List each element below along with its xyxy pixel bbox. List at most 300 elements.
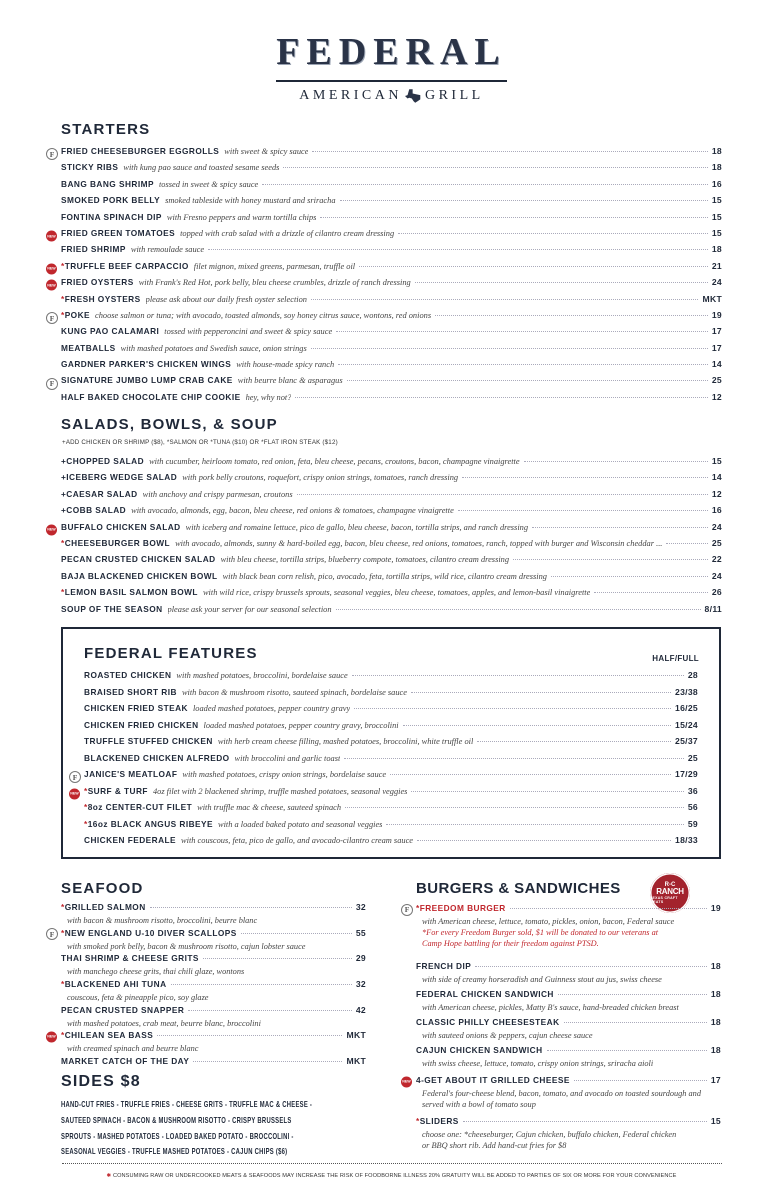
dot-leader [475,966,707,967]
burgers-heading: BURGERS & SANDWICHES [416,880,621,897]
menu-item-row [84,720,698,737]
dot-leader [193,1061,342,1062]
federal-favorite-icon: F [69,771,81,783]
menu-item-row [402,1075,721,1088]
item-name: THAI SHRIMP & CHEESE GRITS [61,953,199,964]
menu-item [47,1030,366,1054]
dot-leader [403,725,671,726]
dot-leader [558,994,707,995]
menu-item-row [416,989,721,1002]
dot-leader [352,675,684,676]
menu-item-row [404,903,721,916]
item-price: 42 [355,1004,366,1015]
item-name: MARKET CATCH OF THE DAY [61,1056,190,1067]
menu-item-row [416,1017,721,1030]
item-price: 18 [711,244,722,255]
new-item-icon: NEW [46,280,57,291]
item-description: with pork belly croutons, roquefort, crispy onion strings, tomatoes, ranch dressing [182,473,459,483]
item-name: BAJA BLACKENED CHICKEN BOWL [61,570,218,581]
item-description: with swiss cheese, lettuce, tomato, crispy onion strings, sriracha aioli [422,1059,654,1068]
dot-leader [188,1010,352,1011]
item-price: 56 [687,802,698,812]
item-description: with kung pao sauce and toasted sesame seeds [123,163,280,173]
item-description: with beurre blanc & asparagus [237,376,343,386]
item-price: 12 [711,488,722,499]
menu-item-row [61,1056,366,1069]
menu-item [61,902,366,926]
item-price: 21 [711,260,722,271]
features-heading: FEDERAL FEATURES [84,645,258,662]
item-description: with cucumber, heirloom tomato, red onion, feta, bleu cheese, pecans, croutons, bacon, champagne vinaigrette [149,457,520,466]
item-name: ROASTED CHICKEN [84,670,172,680]
menu-item-row [84,703,698,720]
dot-leader [340,200,708,201]
item-price: 17 [711,326,722,337]
item-description: with mashed potatoes and Swedish sauce, onion strings [120,343,307,353]
item-name: * FREEDOM BURGER [416,903,506,913]
item-description: with anchovy and crispy parmesan, croutons [142,489,293,499]
menu-item [404,903,721,949]
dot-leader [524,461,708,462]
item-price: 12 [711,391,722,402]
dot-leader [336,609,701,610]
item-description: with creamed spinach and beurre blanc [67,1044,199,1054]
menu-item-row [61,538,722,554]
item-price: 17 [710,1075,721,1085]
dot-leader [417,840,671,841]
item-name: * LEMON BASIL SALMON BOWL [61,587,198,597]
new-item-icon: NEW [46,1031,57,1042]
item-name: STICKY RIBS [61,162,119,173]
federal-features-box [61,627,721,859]
item-description: with couscous, feta, pico de gallo, and avocado-cilantro cream sauce [181,836,414,845]
menu-item-row [61,902,366,915]
menu-item-row [84,819,698,836]
menu-item [61,953,366,977]
item-name: * FRESH OYSTERS [61,294,141,304]
item-description: with sweet & spicy sauce [224,147,309,156]
new-item-icon: NEW [69,788,80,799]
menu-item-row [61,244,722,260]
item-description: with avocado, almonds, sunny & hard-boiled egg, bacon, bleu cheese, red onions, tomatoes, ranch, topped with burger and Wisconsin cheddar ... [175,538,663,548]
item-name: FRIED CHEESEBURGER EGGROLLS [61,146,220,156]
menu-item-row [61,343,722,359]
dot-leader [345,807,684,808]
menu-item-row [84,753,698,770]
item-price: 32 [355,979,366,990]
item-price: 19 [710,903,721,913]
starters-heading: STARTERS [61,121,151,138]
item-price: 18/33 [674,835,698,845]
item-name: BLACKENED CHICKEN ALFREDO [84,752,230,763]
menu-item-row [49,309,722,326]
dot-leader [283,167,707,168]
dot-leader [477,741,671,742]
item-description: loaded mashed potatoes, pepper country gravy, broccolini [203,720,399,730]
item-name: KUNG PAO CALAMARI [61,326,160,337]
dot-leader [415,282,708,283]
item-name: +COBB SALAD [61,505,127,516]
item-description: with remoulade sauce [130,245,205,255]
item-price: 19 [711,309,722,320]
item-price: 16 [711,178,722,189]
item-name: +ICEBERG WEDGE SALAD [61,472,178,483]
item-price: MKT [346,1030,366,1041]
salads-list [47,456,722,620]
item-price: 14 [711,359,722,370]
new-item-icon: NEW [46,524,57,535]
federal-favorite-icon: F [46,928,58,940]
item-description: with truffle mac & cheese, sauteed spinach [197,803,342,812]
item-price: 18 [711,146,722,156]
item-price: 28 [687,670,698,680]
item-description: with avocado, almonds, egg, bacon, bleu cheese, red onions & tomatoes, champagne vinaigrette [131,506,454,516]
item-price: 18 [711,162,722,173]
item-description: or BBQ short rib. Add hand-cut fries for $8 [422,1141,567,1150]
asterisk-icon: ✱ [106,1173,113,1179]
menu-item-row [61,489,722,505]
dot-leader [203,958,352,959]
item-description: with house-made spicy ranch [236,360,335,370]
item-description: with Fresno peppers and warm tortilla chips [166,212,317,222]
item-description: 4oz filet with 2 blackened shrimp, truffle mashed potatoes, seasonal veggies [152,786,408,796]
logo-subtitle-left: AMERICAN [299,88,402,103]
dot-leader [241,933,352,934]
dot-leader [295,397,707,398]
dot-leader [208,249,708,250]
menu-item-row [61,505,722,521]
item-description: with herb cream cheese filling, mashed potatoes, broccolini, white truffle oil [217,737,474,746]
item-description: with a loaded baked potato and seasonal veggies [217,819,383,829]
dot-leader [513,559,708,560]
menu-item [416,1116,721,1151]
dot-leader [171,984,352,985]
item-price: 8/11 [704,603,722,614]
item-name: * POKE [61,310,90,320]
item-price: 15 [711,456,722,466]
menu-item-row [47,1030,366,1043]
item-name: * BLACKENED AHI TUNA [61,979,167,989]
dot-leader [262,184,708,185]
footer-divider [62,1163,722,1164]
seafood-heading: SEAFOOD [61,880,144,897]
item-description: with iceberg and romaine lettuce, pico de gallo, bleu cheese, bacon, tortilla strips, and ranch dressing [185,522,529,532]
menu-item [49,927,366,952]
item-price: 15 [710,1116,721,1126]
seafood-list [47,902,366,1069]
menu-item-row [84,687,698,704]
item-description: filet mignon, mixed greens, parmesan, truffle oil [193,261,356,271]
item-price: 24 [711,277,722,288]
dot-leader [157,1035,342,1036]
footer-text: CONSUMING RAW OR UNDERCOOKED MEATS & SEAFOODS MAY INCREASE THE RISK OF FOODBORNE ILLNESS 20% GRATUITY WILL BE ADDED TO PARTIES OF SIX OR MORE FOR YOUR CONVENIENCE [112,1173,677,1179]
menu-item-row [47,260,722,277]
item-name: * GRILLED SALMON [61,902,146,912]
new-item-icon: NEW [46,263,57,274]
footer-disclaimer [0,1173,783,1179]
item-price: 25/37 [674,736,698,746]
federal-favorite-icon: F [46,378,58,390]
new-item-icon: NEW [46,231,57,242]
donation-note: *For every Freedom Burger sold, $1 will be donated to our veterans at [422,928,659,937]
dot-leader [398,233,708,234]
item-price: 59 [687,818,698,829]
item-price: 16/25 [674,703,698,713]
item-description: with smoked pork belly, bacon & mushroom risotto, cajun lobster sauce [67,941,306,951]
menu-item-row [61,294,722,310]
item-description: with American cheese, pickles, Matty B's sauce, hand-breaded chicken breast [422,1003,679,1012]
item-name: MEATBALLS [61,342,116,353]
menu-item-row [61,1005,366,1018]
item-name: SMOKED PORK BELLY [61,195,161,206]
menu-item-row [61,953,366,966]
dot-leader [336,331,708,332]
item-name: * SURF & TURF [84,786,148,796]
item-price: 18 [710,961,721,971]
dot-leader [386,824,683,825]
menu-item-row [416,1116,721,1129]
item-description: with American cheese, lettuce, tomato, pickles, onion, bacon, Federal sauce [422,917,675,926]
dot-leader [547,1050,707,1051]
item-price: 55 [355,927,366,938]
menu-item-row [84,670,698,687]
dot-leader [435,315,708,316]
item-price: 18 [710,989,721,999]
menu-item-row [416,961,721,974]
federal-favorite-icon: F [46,312,58,324]
menu-item-row [47,277,722,293]
menu-item-row [416,1045,721,1058]
menu-item-row [84,736,698,753]
dot-leader [347,380,708,381]
sides-list [61,1097,381,1160]
item-price: 16 [711,505,722,516]
item-price: 36 [687,785,698,796]
dot-leader [338,364,708,365]
item-description: tossed in sweet & spicy sauce [158,179,259,189]
menu-item-row [61,571,722,587]
dot-leader [510,908,707,909]
item-description: loaded mashed potatoes, pepper country gravy [192,704,351,713]
item-name: +CAESAR SALAD [61,488,138,499]
item-price: 24 [711,521,722,532]
dot-leader [666,543,707,544]
salads-heading: SALADS, BOWLS, & SOUP [61,416,278,433]
dot-leader [551,576,708,577]
menu-item [416,961,721,985]
item-name: 4-GET ABOUT IT GRILLED CHEESE [416,1075,570,1085]
ranch-logo-main: RANCH [656,887,684,896]
menu-item-row [70,785,698,803]
salads-add-on-note: +ADD CHICKEN OR SHRIMP ($8), *SALMON OR *TUNA ($10) OR *FLAT IRON STEAK ($12) [62,439,338,446]
dot-leader [311,348,708,349]
dot-leader [312,151,707,152]
dot-leader [359,266,708,267]
item-name: HALF BAKED CHOCOLATE CHIP COOKIE [61,391,241,402]
new-item-icon: NEW [401,1076,412,1087]
item-description: with sauteed onions & peppers, cajun cheese sauce [422,1031,593,1040]
item-description: with Frank's Red Hot, pork belly, bleu cheese crumbles, drizzle of ranch dressing [138,278,411,288]
menu-item-row [61,359,722,375]
dot-leader [594,592,708,593]
item-price: 17/29 [674,769,698,779]
item-name: FONTINA SPINACH DIP [61,211,162,222]
item-name: * 8oz CENTER-CUT FILET [84,802,192,812]
item-name: GARDNER PARKER'S CHICKEN WINGS [61,359,232,370]
sides-line: SAUTEED SPINACH - BACON & MUSHROOM RISOTTO - CRISPY BRUSSELS [61,1114,292,1125]
menu-item-row [61,472,722,488]
item-description: served with a bowl of tomato soup [422,1100,536,1109]
item-description: please ask about our daily fresh oyster selection [145,294,307,304]
item-name: FRIED OYSTERS [61,277,134,288]
menu-item-row [61,179,722,195]
item-name: FRIED GREEN TOMATOES [61,227,176,238]
menu-item [416,1045,721,1069]
menu-item-row [61,587,722,603]
menu-item-row [61,979,366,992]
features-list [70,670,698,852]
donation-note: Camp Hope battling for their freedom against PTSD. [422,939,599,948]
item-price: 15/24 [674,719,698,730]
menu-item-row [72,769,698,786]
menu-item [61,1056,366,1069]
menu-item-row [61,604,722,620]
item-description: with wild rice, crispy brussels sprouts, seasonal veggies, bleu cheese, tomatoes, apples, and lemon-basil vinaigrette [202,588,591,598]
item-price: 24 [711,570,722,581]
dot-leader [564,1022,707,1023]
dot-leader [354,708,671,709]
item-name: TRUFFLE STUFFED CHICKEN [84,736,213,746]
item-price: 15 [711,227,722,238]
federal-favorite-icon: F [401,904,413,916]
item-name: CAJUN CHICKEN SANDWICH [416,1045,543,1055]
menu-item-row [49,927,366,941]
item-price: 25 [711,375,722,386]
item-description: with bacon & mushroom risotto, sauteed spinach, bordelaise sauce [181,687,407,697]
item-name: BUFFALO CHICKEN SALAD [61,521,181,532]
item-description: with bleu cheese, tortilla strips, blueberry compote, tomatoes, cilantro cream dressing [220,555,510,565]
menu-item-row [61,554,722,570]
dot-leader [462,477,708,478]
sides-line: SPROUTS - MASHED POTATOES - LOADED BAKED POTATO - BROCCOLINI - [61,1130,294,1141]
dot-leader [297,494,708,495]
dot-leader [390,774,671,775]
menu-item [402,1075,721,1110]
item-name: SOUP OF THE SEASON [61,603,163,614]
item-name: PECAN CRUSTED CHICKEN SALAD [61,554,216,565]
federal-favorite-icon: F [46,148,58,160]
item-description: with manchego cheese grits, thai chili glaze, wontons [67,967,245,977]
features-price-label: HALF/FULL [652,654,699,663]
item-price: 17 [711,342,722,353]
item-name: CHICKEN FRIED CHICKEN [84,719,199,730]
item-description: choose salmon or tuna; with avocado, toasted almonds, soy honey citrus sauce, wontons, red onions [95,310,432,320]
menu-item-row [61,326,722,342]
menu-item-row [61,212,722,228]
item-price: 26 [711,587,722,598]
item-name: * CHEESEBURGER BOWL [61,538,170,548]
menu-item-row [49,375,722,391]
item-name: BRAISED SHORT RIB [84,686,177,697]
menu-item-row [61,195,722,211]
menu-item-row [84,835,698,852]
item-name: * NEW ENGLAND U-10 DIVER SCALLOPS [61,928,237,938]
item-name: CHICKEN FRIED STEAK [84,703,188,713]
sides-heading: SIDES $8 [61,1073,141,1090]
menu-item-row [61,162,722,178]
item-description: choose one: *cheeseburger, Cajun chicken, buffalo chicken, Federal chicken [422,1130,677,1139]
item-price: 22 [711,554,722,565]
item-price: 14 [711,472,722,483]
menu-item-row [61,456,722,472]
dot-leader [344,758,684,759]
item-description: with mashed potatoes, crispy onion strings, bordelaise sauce [182,770,387,779]
item-name: +CHOPPED SALAD [61,456,145,466]
dot-leader [458,510,708,511]
item-description: with bacon & mushroom risotto, broccolini, beurre blanc [67,916,258,925]
item-description: please ask your server for our seasonal selection [167,604,332,614]
item-description: with broccolini and garlic toast [234,753,341,763]
item-name: CHICKEN FEDERALE [84,835,177,845]
ranch-logo-bottom: TEXAS CRAFT MEATS [650,896,678,904]
item-name: FRENCH DIP [416,961,472,971]
item-description: topped with crab salad with a drizzle of cilantro cream dressing [180,228,395,238]
menu-item [416,1017,721,1041]
item-description: couscous, feta & pineapple pico, soy glaze [67,993,209,1003]
item-description: with mashed potatoes, broccolini, bordelaise sauce [176,671,348,680]
item-description: smoked tableside with honey mustard and sriracha [165,196,336,206]
item-name: PECAN CRUSTED SNAPPER [61,1004,185,1015]
menu-item [416,989,721,1013]
dot-leader [574,1080,707,1081]
item-description: tossed with pepperoncini and sweet & spicy sauce [164,327,333,337]
item-name: * TRUFFLE BEEF CARPACCIO [61,261,189,271]
item-price: MKT [346,1056,366,1067]
item-description: with side of creamy horseradish and Guinness stout au jus, swiss cheese [422,975,662,984]
item-name: * CHILEAN SEA BASS [61,1030,153,1040]
item-price: 15 [711,211,722,222]
sides-line: HAND-CUT FRIES - TRUFFLE FRIES - CHEESE GRITS - TRUFFLE MAC & CHEESE - [61,1099,313,1109]
item-price: 18 [710,1017,721,1027]
item-name: FEDERAL CHICKEN SANDWICH [416,989,554,999]
menu-item-row [47,227,722,244]
item-price: 15 [711,195,722,206]
sides-line: SEASONAL VEGGIES - TRUFFLE MASHED POTATOES - CAJUN CHIPS ($6) [61,1146,288,1157]
dot-leader [532,527,708,528]
item-name: BANG BANG SHRIMP [61,178,154,189]
texas-icon [405,89,422,103]
dot-leader [463,1121,707,1122]
ranch-logo-top: R-C [664,882,676,888]
burgers-list [402,903,721,1151]
menu-item-row [61,392,722,408]
dot-leader [411,791,683,792]
item-price: 32 [355,902,366,912]
item-description: with black bean corn relish, pico, avocado, feta, tortilla strips, wild rice, cilantro cream dressing [222,571,547,581]
dot-leader [411,692,671,693]
item-price: 23/38 [674,686,698,697]
item-name: JANICE'S MEATLOAF [84,769,178,779]
logo-subtitle-right: GRILL [424,88,484,103]
logo-subtitle [0,88,783,104]
item-name: SIGNATURE JUMBO LUMP CRAB CAKE [61,375,233,386]
menu-item [61,979,366,1003]
item-name: * 16oz BLACK ANGUS RIBEYE [84,819,213,829]
item-price: MKT [702,293,722,304]
item-name: * SLIDERS [416,1116,459,1126]
menu-item [61,1005,366,1029]
menu-item-row [47,521,722,538]
